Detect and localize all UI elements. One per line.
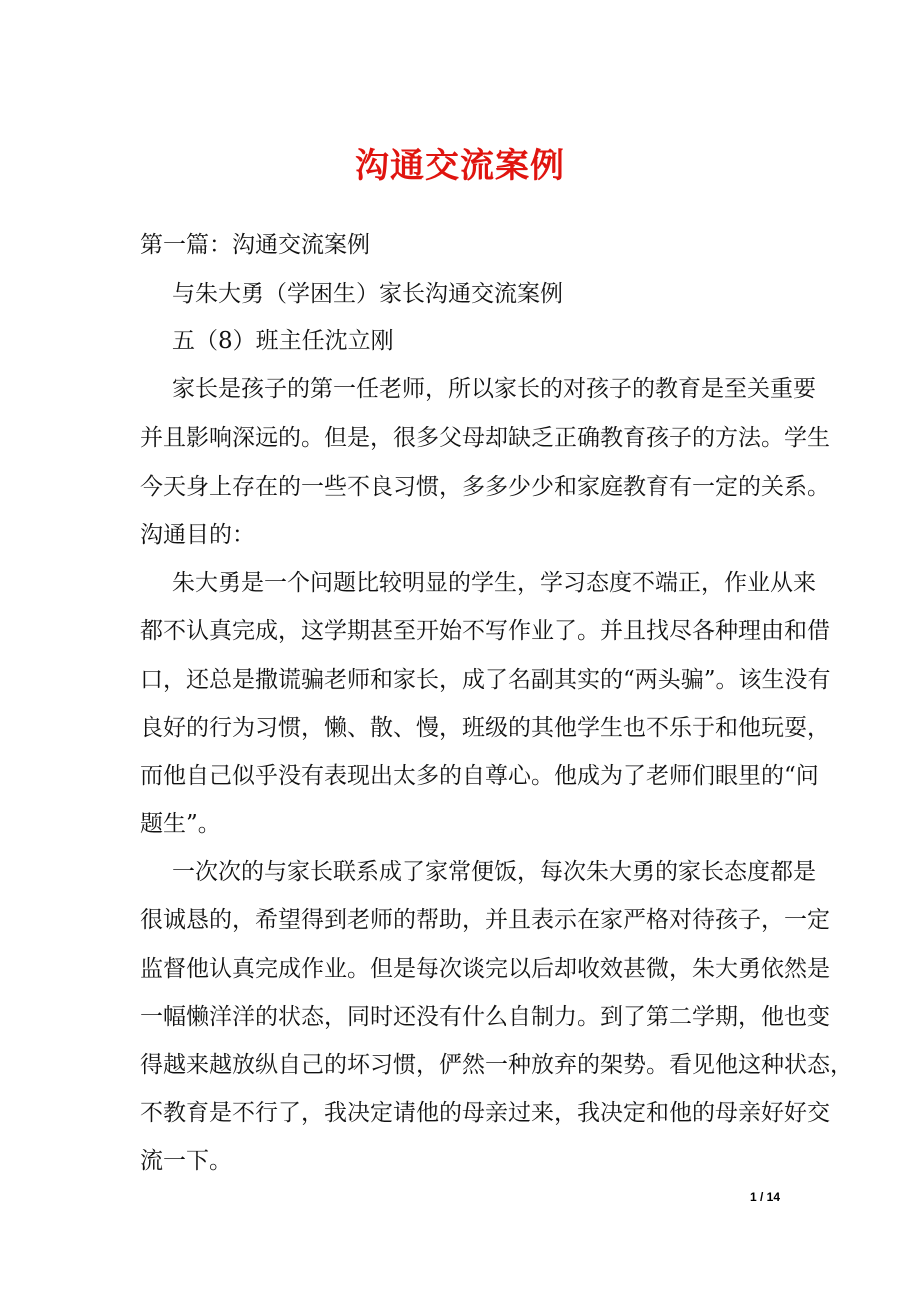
- text-line: 流一下。: [140, 1148, 232, 1174]
- text-line: 都不认真完成，这学期甚至开始不写作业了。并且找尽各种理由和借: [140, 618, 830, 644]
- text-line: 第一篇：沟通交流案例: [140, 232, 370, 258]
- text-line: 很诚恳的，希望得到老师的帮助，并且表示在家严格对待孩子，一定: [140, 907, 830, 933]
- text-line: 题生”。: [140, 811, 221, 837]
- text-line: 五（8）班主任沈立刚: [172, 328, 394, 354]
- text-line: 家长是孩子的第一任老师，所以家长的对孩子的教育是至关重要: [172, 376, 816, 402]
- page-number: 1 / 14: [749, 1190, 780, 1204]
- text-line: 与朱大勇（学困生）家长沟通交流案例: [172, 281, 563, 307]
- text-line: 良好的行为习惯，懒、散、慢，班级的其他学生也不乐于和他玩耍，: [140, 715, 830, 741]
- text-line: 监督他认真完成作业。但是每次谈完以后却收效甚微，朱大勇依然是: [140, 956, 830, 982]
- text-line: 得越来越放纵自己的坏习惯，俨然一种放弃的架势。看见他这种状态，: [140, 1052, 853, 1078]
- text-line: 一次次的与家长联系成了家常便饭，每次朱大勇的家长态度都是: [172, 859, 816, 885]
- text-line: 今天身上存在的一些不良习惯，多多少少和家庭教育有一定的关系。: [140, 474, 830, 500]
- text-line: 而他自己似乎没有表现出太多的自尊心。他成为了老师们眼里的“问: [140, 763, 819, 789]
- text-line: 口，还总是撒谎骗老师和家长，成了名副其实的“两头骗”。该生没有: [140, 667, 831, 693]
- text-line: 一幅懒洋洋的状态，同时还没有什么自制力。到了第二学期，他也变: [140, 1004, 830, 1030]
- text-line: 朱大勇是一个问题比较明显的学生，学习态度不端正，作业从来: [172, 570, 816, 596]
- text-line: 沟通目的：: [140, 522, 255, 548]
- document-title: 沟通交流案例: [355, 146, 565, 186]
- text-line: 并且影响深远的。但是，很多父母却缺乏正确教育孩子的方法。学生: [140, 425, 830, 451]
- text-line: 不教育是不行了，我决定请他的母亲过来，我决定和他的母亲好好交: [140, 1100, 830, 1126]
